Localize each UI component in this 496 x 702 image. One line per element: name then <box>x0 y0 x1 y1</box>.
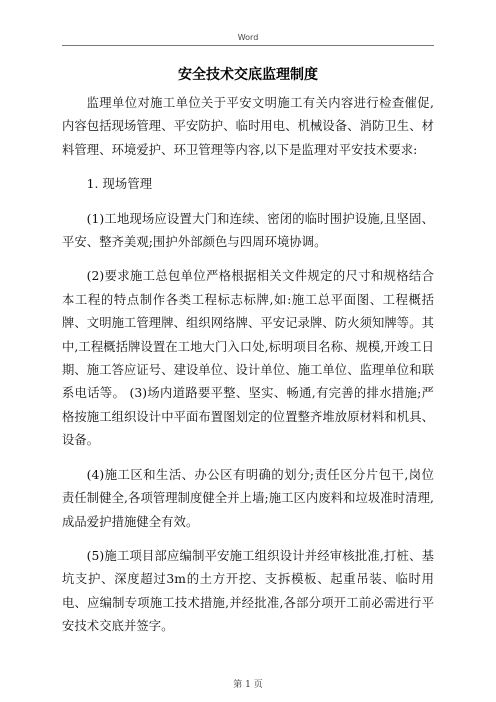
header-app-name: Word <box>237 33 259 42</box>
document-title: 安全技术交底监理制度 <box>178 67 318 83</box>
paragraph-item-2-3: (2)要求施工总包单位严格根据相关文件规定的尺寸和规格结合本工程的特点制作各类工程标志标牌,如:施工总平面图、工程概括牌、文明施工管理牌、组织网络牌、平安记录牌、防火须知牌等。其中,工程概括牌设置在工地大门入口处,标明项目名称、规模,开竣工日期、施工答应证号、建设单位、设计单位、施工单位、监理单位和联系电话等。 (3)场内道路要平整、坚实、畅通,有完善的排水措施;严格按施工组织设计中平面布置图划定的位置整齐堆放原材料和机具、设备。 <box>62 269 434 448</box>
document-body <box>62 92 434 639</box>
intro-paragraph: 监理单位对施工单位关于平安文明施工有关内容进行检查催促,内容包括现场管理、平安防护、临时用电、机械设备、消防卫生、材料管理、环境爱护、环卫管理等内容,以下是监理对平安技术要求: <box>62 96 434 157</box>
paragraph-item-4: (4)施工区和生活、办公区有明确的划分;责任区分片包干,岗位责任制健全,各项管理制度健全并上墙;施工区内废料和垃圾准时清理,成品爱护措施健全有效。 <box>62 467 434 529</box>
page-header <box>62 0 434 47</box>
page-number: 第 1 页 <box>233 680 263 690</box>
paragraph-item-5: (5)施工项目部应编制平安施工组织设计并经审核批准,打桩、基坑支护、深度超过3m的土方开挖、支拆模板、起重吊装、临时用电、应编制专项施工技术措施,并经批准,各部分项开工前必需进行平安技术交底并签字。 <box>62 548 434 634</box>
section-heading: 1. 现场管理 <box>86 177 153 192</box>
paragraph-item-1: (1)工地现场应设置大门和连续、密闭的临时围护设施,且坚固、平安、整齐美观;围护外部颜色与四周环境协调。 <box>62 211 434 250</box>
header-divider <box>62 45 434 46</box>
